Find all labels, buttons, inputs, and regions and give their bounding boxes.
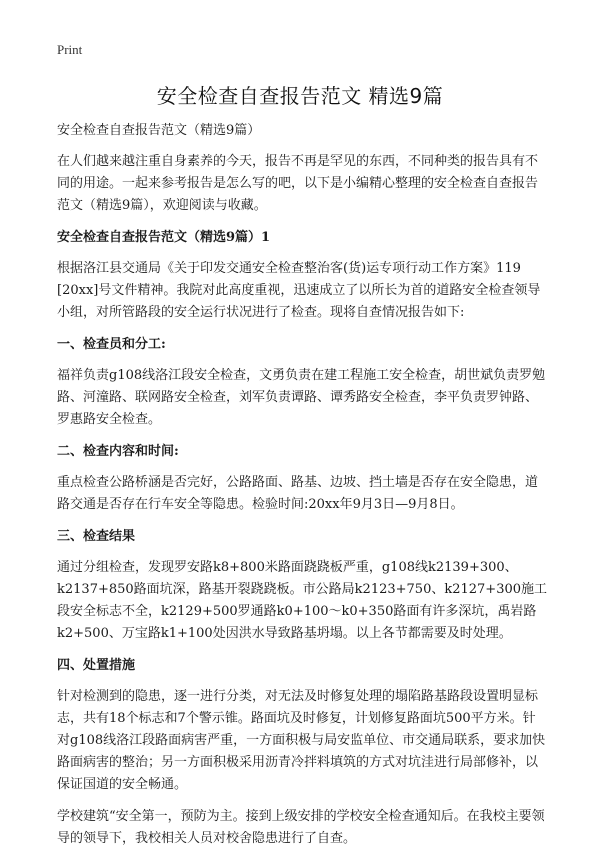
section-heading-results: 三、检查结果 bbox=[57, 529, 136, 544]
section-heading-measures: 四、处置措施 bbox=[57, 658, 136, 673]
section-body-content-time: 重点检查公路桥涵是否完好，公路路面、路基、边坡、挡土墙是否存在安全隐患，道路交通是否存在行车安全等隐患。检验时间:20xx年9月3日—9月8日。 bbox=[57, 475, 539, 512]
page-title: 安全检查自查报告范文 精选9篇 bbox=[156, 84, 444, 108]
print-link[interactable]: Print bbox=[57, 42, 83, 57]
section-body-results: 通过分组检查，发现罗安路k8+800米路面跷跷板严重，g108线k2139+300、k2137+850路面坑深，路基开裂跷跷板。市公路局k2123+750、k2127+300施工段安全标志不全，k2129+500罗通路k0+100～k0+350路面有许多深坑，禹岩路k2+500、万宝路k1+100处因洪水导致路基坍塌。以上各节都需要及时处理。 bbox=[57, 560, 548, 641]
article-intro-paragraph: 根据洛江县交通局《关于印发交通安全检查整治客(货)运专项行动工作方案》119 [20xx]号文件精神。我院对此高度重视，迅速成立了以所长为首的道路安全检查领导小组，对所管路段的安全运行状况进行了检查。现将自查情况报告如下: bbox=[57, 261, 541, 320]
document-body bbox=[57, 120, 547, 860]
document-subtitle: 安全检查自查报告范文（精选9篇） bbox=[57, 123, 261, 138]
intro-paragraph: 在人们越来越注重自身素养的今天，报告不再是罕见的东西，不同种类的报告具有不同的用途。一起来参考报告是怎么写的吧，以下是小编精心整理的安全检查自查报告范文（精选9篇），欢迎阅读与收藏。 bbox=[57, 154, 539, 213]
closing-paragraph: 学校建筑“安全第一，预防为主。接到上级安排的学校安全检查通知后。在我校主要领导的领导下，我校相关人员对校舍隐患进行了自查。 bbox=[57, 809, 545, 846]
section-heading-staff: 一、检查员和分工: bbox=[57, 337, 166, 352]
section-body-staff: 福祥负责g108线洛江段安全检查，文勇负责在建工程施工安全检查，胡世斌负责罗勉路、河潼路、联网路安全检查，刘军负责谭路、谭秀路安全检查，李平负责罗钟路、罗惠路安全检查。 bbox=[57, 368, 546, 427]
article-heading: 安全检查自查报告范文（精选9篇）1 bbox=[57, 230, 271, 245]
section-body-measures: 针对检测到的隐患，逐一进行分类，对无法及时修复处理的塌陷路基路段设置明显标志，共有18个标志和7个警示锥。路面坑及时修复，计划修复路面坑500平方米。针对g108线洛江段路面病害严重，一方面积极与局安监单位、市交通局联系，要求加快路面病害的整治；另一方面积极采用沥青冷拌料填筑的方式对坑洼进行局部修补，以保证国道的安全畅通。 bbox=[57, 689, 546, 792]
section-heading-content-time: 二、检查内容和时间: bbox=[57, 444, 179, 459]
